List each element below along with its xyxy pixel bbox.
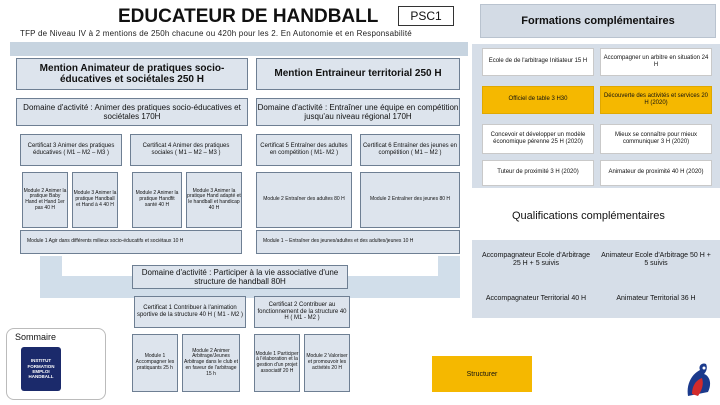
module-baby-hand-text: Module 2 Animer la pratique Baby Hand et Hand 1er pas 40 H [23, 187, 67, 211]
module-baby-hand [22, 172, 68, 228]
ifeh-logo-icon [21, 347, 61, 391]
qualification-4 [600, 284, 712, 314]
formations-title-box [480, 4, 716, 38]
formation-7 [482, 160, 594, 186]
module-entrainer-jeunes [360, 172, 460, 228]
cert4-box [130, 134, 242, 166]
domain-entrainer-text: Domaine d'activité : Entraîner une équipe en compétition jusqu'au niveau régional 170H [257, 102, 459, 121]
domain-animer-box [16, 98, 248, 126]
mention-header-band [10, 42, 468, 56]
qualification-2-text: Animateur Ecole d'Arbitrage 50 H + 5 suivis [601, 251, 711, 267]
formation-7-text: Tuteur de proximité 3 H (2020) [497, 169, 579, 176]
module-hand-adapte-text: Module 3 Animer la pratique Hand adapté et le handball et handicap 40 H [187, 187, 241, 211]
formation-8-text: Animateur de proximité 40 H (2020) [608, 169, 704, 176]
module-valoriser [304, 334, 350, 392]
qualification-2 [600, 244, 712, 276]
cert2-text: Certificat 2 Contribuer au fonctionnement de la structure 40 H ( M1 - M2 ) [257, 301, 347, 322]
formation-5-text: Concevoir et développer un modèle économique pérenne 25 H (2020) [490, 131, 586, 145]
formation-6 [600, 124, 712, 154]
formation-1 [482, 48, 594, 76]
module-handfit [132, 172, 182, 228]
module-hand-adapte [186, 172, 242, 228]
module-accompagner-text: Module 1 Accompagner les pratiquants 25 h [135, 353, 175, 371]
module1-milieux [20, 230, 242, 254]
logo-line3: EMPLOI [32, 369, 50, 374]
cert1-box [134, 296, 246, 328]
qualification-1 [480, 244, 592, 276]
logo-line2: FORMATION [27, 363, 55, 369]
cert4-text: Certificat 4 Animer des pratiques sociales ( M1 – M2 – M3 ) [142, 143, 230, 156]
module-projet-associatif-text: Module 1 Participer à l'élaboration et la gestion d'un projet associatif 20 H [255, 350, 299, 374]
formation-3 [482, 86, 594, 114]
module-handball-hand4-text: Module 3 Animer la pratique Handball et Hand à 4 40 H [73, 190, 117, 208]
module-handfit-text: Module 2 Animer la pratique Handfit santé 40 H [135, 190, 179, 208]
cert6-box [360, 134, 460, 166]
formation-8 [600, 160, 712, 186]
qualification-4-text: Animateur Territorial 36 H [616, 294, 696, 302]
cert1-text: Certificat 1 Contribuer à l'animation sportive de la structure 40 H ( M1 - M2 ) [136, 305, 244, 318]
formation-4-text: Découverte des activités et services 20 H (2020) [603, 92, 709, 106]
qualification-3-text: Accompagnateur Territorial 40 H [485, 294, 587, 302]
formation-3-text: Officiel de table 3 H30 [508, 96, 568, 103]
module-valoriser-text: Module 2 Valoriser et promouvoir les activités 20 H [306, 353, 348, 371]
cert5-box [256, 134, 352, 166]
qualification-3 [480, 284, 592, 314]
module-entrainer-adultes-text: Module 2 Entraîner des adultes 80 H [263, 196, 345, 203]
module1-milieux-text: Module 1 Agir dans différents milieux socio-éducatifs et sociétaux 10 H [27, 238, 184, 245]
formation-5 [482, 124, 594, 154]
module-entrainer-jeunes-text: Module 2 Entraîner des jeunes 80 H [369, 196, 451, 203]
cert3-text: Certificat 3 Animer des pratiques éducatives ( M1 – M2 – M3 ) [27, 143, 115, 156]
qualifications-title: Qualifications complémentaires [512, 210, 665, 222]
domain-vie-associative-text: Domaine d'activité : Participer à la vie associative d'une structure de handball 80H [141, 267, 339, 286]
mention-animateur-title: Mention Animateur de pratiques socio-éducatives et sociétales 250 H [39, 62, 225, 85]
module1-entrainer-text: Module 1 – Entraîner des jeunes/adultes et des adultes/jeunes 10 H [263, 238, 414, 245]
module1-entrainer [256, 230, 460, 254]
domain-entrainer-box [256, 98, 460, 126]
sommaire-label: Sommaire [15, 332, 57, 342]
cert3-box [20, 134, 122, 166]
right-panel [466, 0, 720, 405]
structurer-text: Structurer [466, 370, 498, 378]
cert6-text: Certificat 6 Entraîner des jeunes en compétition ( M1 – M2 ) [362, 143, 458, 156]
psc1-badge: PSC1 [398, 6, 454, 26]
rooster-logo-icon [682, 360, 716, 400]
page-subtitle: TFP de Niveau IV à 2 mentions de 250h chacune ou 420h pour les 2. En Autonomie et en Responsabilité [20, 29, 412, 38]
mention-entraineur-title: Mention Entraineur territorial 250 H [274, 68, 442, 80]
formation-2 [600, 48, 712, 76]
mention-entraineur-box [256, 58, 460, 90]
logo-line4: HANDBALL [28, 374, 54, 380]
module-arbitrage [182, 334, 240, 392]
structurer-box [432, 356, 532, 392]
module-projet-associatif [254, 334, 300, 392]
cert5-text: Certificat 5 Entraîner des adultes en compétition ( M1- M2 ) [260, 143, 348, 156]
logo-line1: INSTITUT [30, 358, 52, 364]
module-handball-hand4 [72, 172, 118, 228]
domain-vie-associative-box [132, 265, 348, 289]
formations-title: Formations complémentaires [521, 15, 675, 27]
qualification-1-text: Accompagnateur Ecole d'Arbitrage 25 H + 5 suivis [482, 251, 590, 267]
formation-4 [600, 86, 712, 114]
formation-2-text: Accompagner un arbitre en situation 24 H [603, 54, 709, 68]
mention-animateur-box [16, 58, 248, 90]
domain-animer-text: Domaine d'activité : Animer des pratiques socio-éducatives et sociétales 170H [23, 102, 241, 121]
sommaire-block[interactable] [6, 328, 106, 400]
page-title: EDUCATEUR DE HANDBALL [118, 6, 379, 27]
module-entrainer-adultes [256, 172, 352, 228]
formation-6-text: Mieux se connaître pour mieux communiquer 3 H (2020) [614, 131, 698, 145]
cert2-box [254, 296, 350, 328]
module-accompagner [132, 334, 178, 392]
formation-1-text: Ecole de de l'arbitrage Initiateur 15 H [488, 58, 588, 65]
module-arbitrage-text: Module 2 Animer Arbitrage/Jeunes Arbitrage dans le club et en faveur de l'arbitrage 15 h [184, 347, 238, 377]
